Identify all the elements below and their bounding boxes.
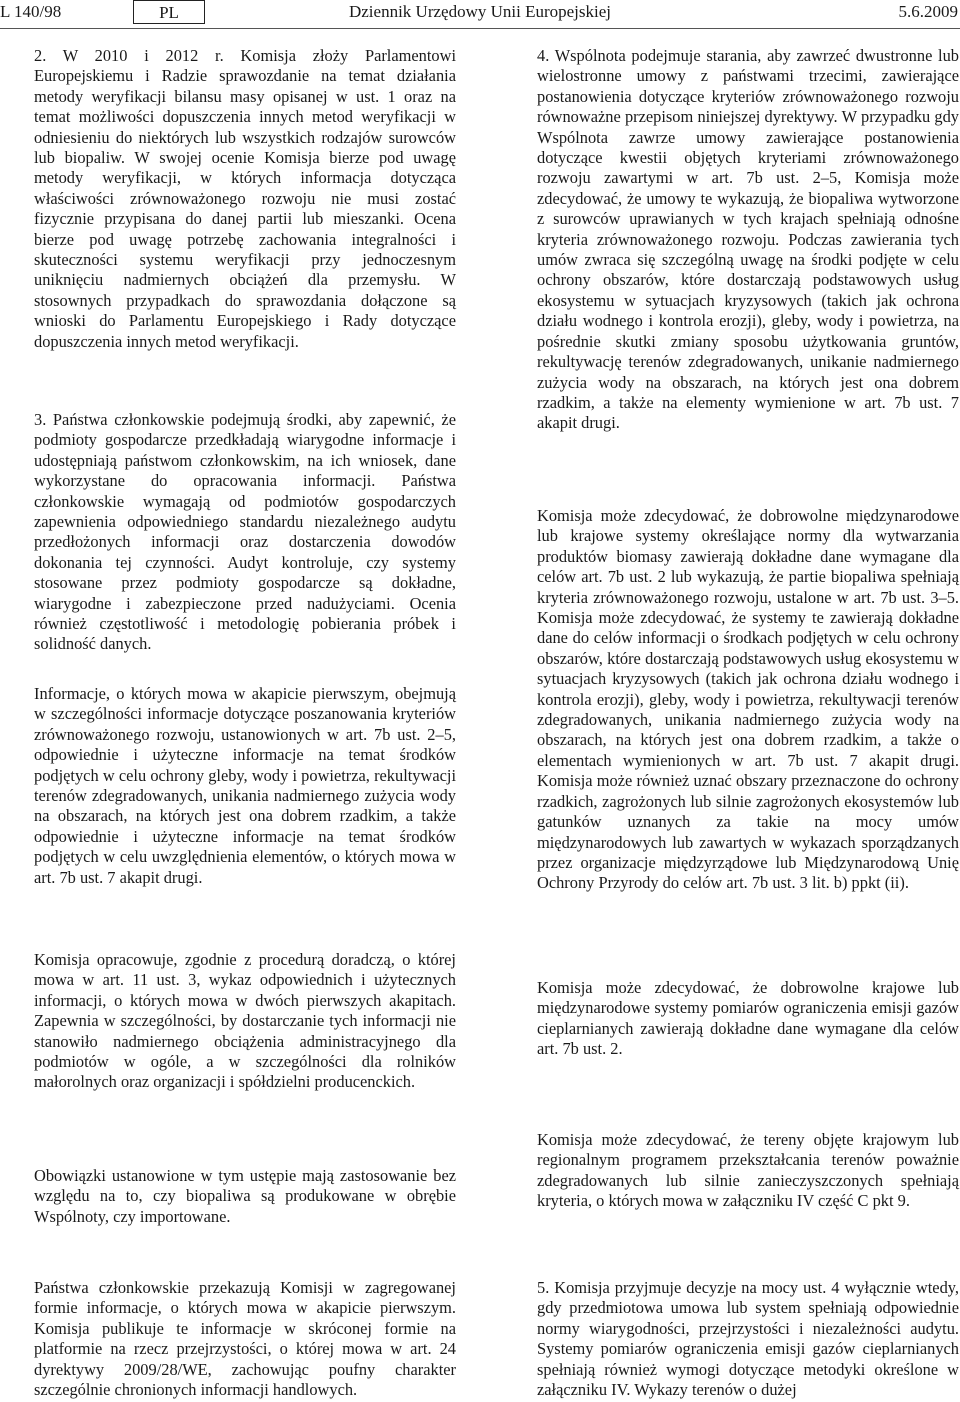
journal-title: Dziennik Urzędowy Unii Europejskiej	[348, 2, 611, 21]
right-paragraph-5: 5. Komisja przyjmuje decyzje na mocy ust. 4 wyłącznie wtedy, gdy przedmiotowa umowa lub system spełniają odpowiednie normy wiarygodności, przejrzystości i niezależności audytu. Systemy pomiarów ograniczenia emisji gazów cieplarnianych spełniają również wymogi dotyczące metodyki określone w załączniku IV. Wykazy terenów o dużej	[537, 1278, 959, 1400]
header-rule	[0, 28, 960, 29]
left-paragraph-4: Komisja opracowuje, zgodnie z procedurą doradczą, o której mowa w art. 11 ust. 3, wykaz odpowiednich i użytecznych informacji, o których mowa w dwóch pierwszych akapitach. Zapewnia w szczególności, by dostarczanie tych informacji nie stanowiło nadmiernego obciążenia administracyjnego dla podmiotów w ogóle, a w szczególności dla rolników małorolnych oraz organizacji i spółdzielni producenckich.	[34, 950, 456, 1092]
page-reference: L 140/98	[0, 2, 62, 21]
language-badge: PL	[133, 0, 205, 24]
left-paragraph-1: 2. W 2010 i 2012 r. Komisja złoży Parlamentowi Europejskiemu i Radzie sprawozdanie na temat działania metody weryfikacji bilansu masy opisanej w ust. 1 oraz na temat możliwości dopuszczenia innych metod weryfikacji w odniesieniu do niektórych lub wszystkich rodzajów surowców lub biopaliw. W swojej ocenie Komisja bierze pod uwagę metody weryfikacji, w których informacja dotycząca właściwości zrównoważonego rozwoju nie musi zostać fizycznie przypisana do danej partii lub mieszanki. Ocena bierze pod uwagę potrzebę zachowania integralności i skuteczności systemu weryfikacji przy jednoczesnym uniknięciu nadmiernych obciążeń dla przemysłu. W stosownych przypadkach do sprawozdania dołączone są wnioski do Parlamentu Europejskiego i Rady dotyczące dopuszczenia innych metod weryfikacji.	[34, 46, 456, 351]
page-header	[0, 0, 960, 32]
publication-date: 5.6.2009	[898, 2, 958, 21]
right-paragraph-3: Komisja może zdecydować, że dobrowolne krajowe lub międzynarodowe systemy pomiarów ograniczenia emisji gazów cieplarnianych zawierają dokładne dane wymagane dla celów art. 7b ust. 2.	[537, 978, 959, 1059]
left-paragraph-6: Państwa członkowskie przekazują Komisji w zagregowanej formie informacje, o których mowa w akapicie pierwszym. Komisja publikuje te informacje w skróconej formie na platformie na rzecz przejrzystości, o której mowa w art. 24 dyrektywy 2009/28/WE, zachowując poufny charakter szczególnie chronionych informacji handlowych.	[34, 1278, 456, 1400]
left-paragraph-2: 3. Państwa członkowskie podejmują środki, aby zapewnić, że podmioty gospodarcze przedkładają wiarygodne informacje i udostępniają państwom członkowskim, na ich wniosek, dane wykorzystane do opracowania informacji. Państwa członkowskie wymagają od podmiotów gospodarczych zapewnienia odpowiedniego standardu niezależnego audytu przedłożonych informacji oraz dostarczenia dowodów dokonania tej czynności. Audyt kontroluje, czy systemy stosowane przez podmioty gospodarcze są dokładne, wiarygodne i zabezpieczone przed nadużyciami. Ocenia również częstotliwość i metodologię pobierania próbek i solidność danych.	[34, 410, 456, 654]
right-paragraph-4: Komisja może zdecydować, że tereny objęte krajowym lub regionalnym programem przekształcania terenów poważnie zdegradowanych lub silnie zanieczyszczonych spełniają kryteria, o których mowa w załączniku IV część C pkt 9.	[537, 1130, 959, 1211]
left-paragraph-3: Informacje, o których mowa w akapicie pierwszym, obejmują w szczególności informacje dotyczące poszanowania kryteriów zrównoważonego rozwoju, ustanowionych w art. 7b ust. 2–5, odpowiednie i użyteczne informacje na temat środków podjętych w celu ochrony gleby, wody i powietrza, rekultywacji terenów zdegradowanych, unikania nadmiernego zużycia wody na obszarach, na których jest ona dobrem rzadkim, a także odpowiednie i użyteczne informacje na temat środków podjętych w celu uwzględnienia elementów, o których mowa w art. 7b ust. 7 akapit drugi.	[34, 684, 456, 887]
right-paragraph-1: 4. Wspólnota podejmuje starania, aby zawrzeć dwustronne lub wielostronne umowy z państwami trzecimi, zawierające postanowienia dotyczące kryteriów zrównoważonego rozwoju równoważne przepisom niniejszej dyrektywy. W przypadku gdy Wspólnota zawrze umowy zawierające postanowienia dotyczące kwestii objętych kryteriami zrównoważonego rozwoju zawartymi w art. 7b ust. 2–5, Komisja może zdecydować, że umowy te wykazują, że biopaliwa wytworzone z surowców uprawianych w tych krajach spełniają odnośne kryteria zrównoważonego rozwoju. Podczas zawierania tych umów zwraca się szczególną uwagę na środki podjęte w celu ochrony obszarów, które dostarczają podstawowych usług ekosystemu w sytuacjach kryzysowych (takich jak ochrona działu wodnego i kontrola erozji), gleby, wody i powietrza, na pośrednie skutki zmiany sposobu użytkowania gruntów, rekultywację terenów zdegradowanych, unikanie nadmiernego zużycia wody na obszarach, na których jest ona dobrem rzadkim, a także na elementy wymienione w art. 7b ust. 7 akapit drugi.	[537, 46, 959, 433]
right-paragraph-2: Komisja może zdecydować, że dobrowolne międzynarodowe lub krajowe systemy określające normy dla wytwarzania produktów biomasy zawierają dokładne dane wymagane dla celów art. 7b ust. 2 lub wykazują, że partie biopaliwa spełniają kryteria zrównoważonego rozwoju, ustalone w art. 7b ust. 3–5. Komisja może zdecydować, że systemy te zawierają dokładne dane do celów informacji o środkach podjętych w celu ochrony obszarów, które dostarczają podstawowych usług ekosystemu w sytuacjach kryzysowych (takich jak ochrona działu wodnego i kontrola erozji), gleby, wody i powietrza, rekultywacji terenów zdegradowanych, unikania nadmiernego zużycia wody na obszarach, na których jest ona dobrem rzadkim, a także o elementach wymienionych w art. 7b ust. 7 akapit drugi. Komisja może również uznać obszary przeznaczone do ochrony rzadkich, zagrożonych lub silnie zagrożonych ekosystemów lub gatunków uznanych za takie na mocy umów międzynarodowych lub zawartych w wykazach sporządzanych przez organizacje międzyrządowe lub Międzynarodową Unię Ochrony Przyrody do celów art. 7b ust. 3 lit. b) ppkt (ii).	[537, 506, 959, 893]
left-paragraph-5: Obowiązki ustanowione w tym ustępie mają zastosowanie bez względu na to, czy biopaliwa są produkowane w obrębie Wspólnoty, czy importowane.	[34, 1166, 456, 1226]
